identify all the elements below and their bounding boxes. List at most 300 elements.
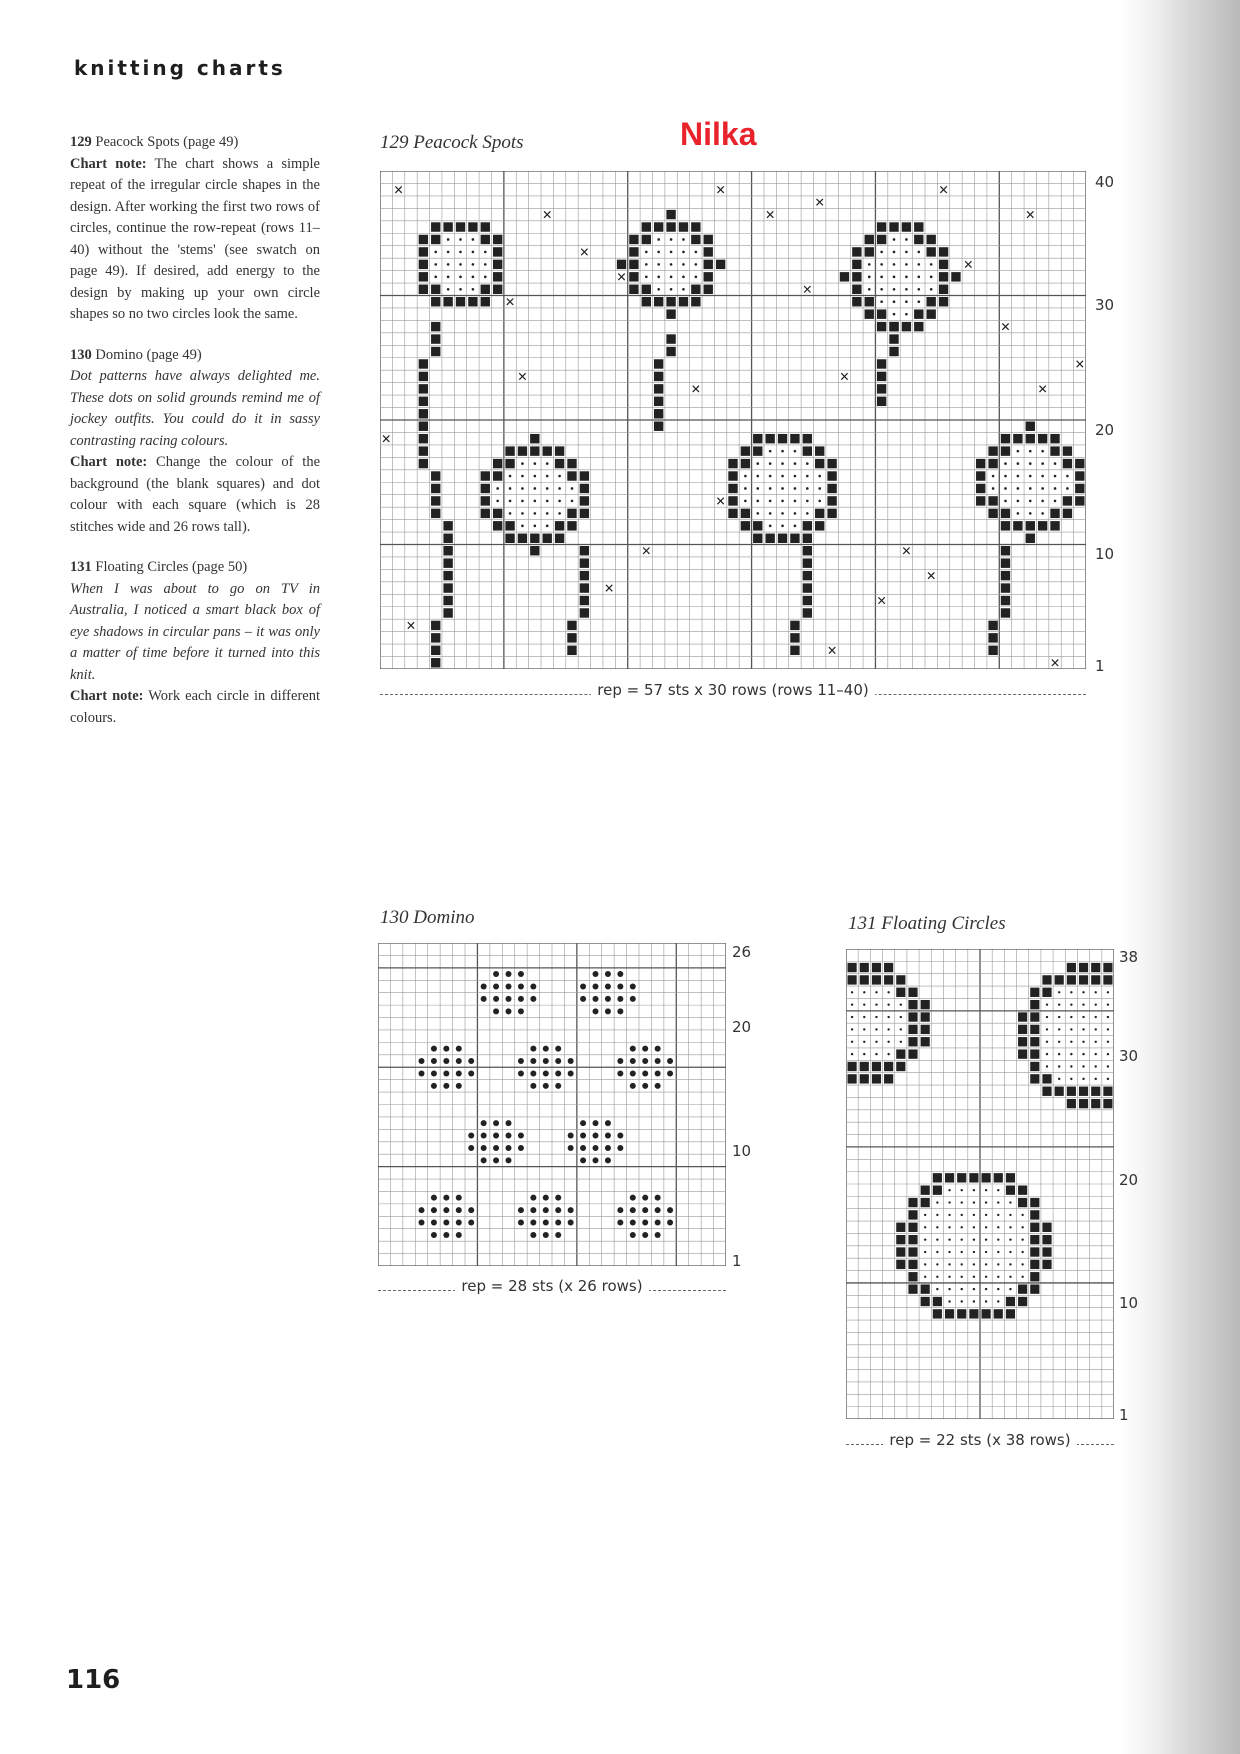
stitch-square	[728, 484, 737, 493]
stitch-dot	[657, 276, 660, 279]
stitch-square	[945, 1173, 954, 1182]
stitch-dot	[443, 1083, 449, 1089]
stitch-square	[1001, 509, 1010, 518]
stitch-square	[555, 521, 564, 530]
stitch-dot	[769, 462, 772, 465]
stitch-square	[1042, 1087, 1051, 1096]
stitch-dot	[1021, 1238, 1023, 1240]
stitch-dot	[472, 251, 475, 254]
stitch-square	[431, 484, 440, 493]
stitch-dot	[605, 1157, 611, 1163]
note-intro: Dot patterns have always delighted me. These dots on solid grounds remind me of jockey outfits. You could do it in sassy contrasting racing colours.	[70, 368, 320, 449]
stitch-cross	[717, 186, 723, 192]
stitch-square	[889, 222, 898, 231]
stitch-square	[790, 534, 799, 543]
stitch-square	[1001, 558, 1010, 567]
stitch-square	[443, 571, 452, 580]
stitch-square	[969, 1173, 978, 1182]
stitch-dot	[997, 1201, 999, 1203]
stitch-dot	[568, 1145, 574, 1151]
stitch-square	[926, 247, 935, 256]
stitch-square	[889, 334, 898, 343]
stitch-dot	[851, 1016, 853, 1018]
stitch-dot	[645, 276, 648, 279]
stitch-dot	[580, 1157, 586, 1163]
stitch-square	[1075, 459, 1084, 468]
stitch-dot	[443, 1207, 449, 1213]
stitch-dot	[863, 1003, 865, 1005]
stitch-dot	[985, 1300, 987, 1302]
stitch-dot	[443, 1220, 449, 1226]
stitch-square	[1038, 521, 1047, 530]
stitch-square	[908, 1037, 917, 1046]
stitch-dot	[571, 500, 574, 503]
stitch-square	[852, 272, 861, 281]
stitch-square	[419, 247, 428, 256]
stitch-square	[1030, 988, 1039, 997]
stitch-square	[908, 1049, 917, 1058]
stitch-square	[1030, 1000, 1039, 1009]
stitch-square	[728, 471, 737, 480]
stitch-square	[1042, 1235, 1051, 1244]
stitch-square	[908, 1284, 917, 1293]
stitch-square	[617, 260, 626, 269]
stitch-dot	[769, 525, 772, 528]
stitch-dot	[493, 1133, 499, 1139]
stitch-dot	[655, 1207, 661, 1213]
stitch-dot	[1095, 1028, 1097, 1030]
note-number: 131	[70, 559, 92, 575]
stitch-dot	[682, 251, 685, 254]
stitch-square	[679, 222, 688, 231]
stitch-square	[666, 222, 675, 231]
stitch-dot	[530, 1058, 536, 1064]
stitch-dot	[546, 462, 549, 465]
stitch-square	[666, 309, 675, 318]
stitch-square	[914, 309, 923, 318]
stitch-square	[580, 596, 589, 605]
stitch-dot	[985, 1276, 987, 1278]
repeat-note-floating	[846, 1424, 1114, 1449]
stitch-dot	[948, 1276, 950, 1278]
stitch-dot	[543, 1232, 549, 1238]
stitch-dot	[948, 1288, 950, 1290]
stitch-square	[456, 222, 465, 231]
stitch-dot	[443, 1058, 449, 1064]
stitch-dot	[806, 475, 809, 478]
stitch-square	[493, 509, 502, 518]
repeat-label: rep = 22 sts (x 38 rows)	[883, 1431, 1076, 1449]
stitch-square	[1091, 975, 1100, 984]
stitch-dot	[1082, 1016, 1084, 1018]
stitch-dot	[630, 1232, 636, 1238]
stitch-dot	[1021, 1276, 1023, 1278]
stitch-dot	[521, 487, 524, 490]
stitch-square	[865, 247, 874, 256]
stitch-square	[1030, 1074, 1039, 1083]
stitch-square	[654, 397, 663, 406]
stitch-square	[896, 975, 905, 984]
row-label: 10	[732, 1142, 752, 1160]
stitch-square	[921, 1037, 930, 1046]
stitch-square	[1018, 1186, 1027, 1195]
stitch-dot	[543, 1195, 549, 1201]
stitch-dot	[973, 1288, 975, 1290]
stitch-square	[988, 459, 997, 468]
stitch-dot	[997, 1276, 999, 1278]
stitch-dot	[880, 276, 883, 279]
stitch-dot	[1070, 1065, 1072, 1067]
stitch-square	[1055, 1087, 1064, 1096]
stitch-dot	[530, 983, 536, 989]
stitch-square	[1006, 1186, 1015, 1195]
stitch-dot	[434, 263, 437, 266]
stitch-square	[1103, 1099, 1112, 1108]
stitch-square	[580, 608, 589, 617]
stitch-square	[1018, 1198, 1027, 1207]
stitch-square	[939, 260, 948, 269]
stitch-dot	[543, 1083, 549, 1089]
stitch-dot	[781, 500, 784, 503]
stitch-dot	[530, 1232, 536, 1238]
stitch-dot	[1017, 462, 1020, 465]
stitch-square	[1050, 509, 1059, 518]
stitch-square	[884, 963, 893, 972]
stitch-square	[908, 1025, 917, 1034]
stitch-square	[741, 521, 750, 530]
stitch-dot	[997, 1251, 999, 1253]
stitch-dot	[961, 1189, 963, 1191]
stitch-dot	[655, 1195, 661, 1201]
stitch-dot	[961, 1226, 963, 1228]
stitch-square	[976, 459, 985, 468]
stitch-dot	[630, 1220, 636, 1226]
stitch-dot	[518, 1058, 524, 1064]
stitch-dot	[756, 475, 759, 478]
stitch-dot	[924, 1263, 926, 1265]
stitch-square	[654, 359, 663, 368]
stitch-dot	[961, 1214, 963, 1216]
stitch-dot	[543, 1220, 549, 1226]
stitch-dot	[893, 251, 896, 254]
stitch-square	[1018, 1025, 1027, 1034]
stitch-square	[803, 521, 812, 530]
stitch-dot	[985, 1251, 987, 1253]
stitch-dot	[1107, 991, 1109, 993]
stitch-square	[1030, 1012, 1039, 1021]
stitch-dot	[543, 1058, 549, 1064]
stitch-dot	[580, 983, 586, 989]
stitch-dot	[917, 276, 920, 279]
stitch-dot	[434, 251, 437, 254]
stitch-square	[1030, 1284, 1039, 1293]
stitch-dot	[1046, 1016, 1048, 1018]
stitch-dot	[472, 276, 475, 279]
stitch-square	[865, 235, 874, 244]
stitch-square	[902, 322, 911, 331]
stitch-square	[1013, 521, 1022, 530]
stitch-square	[1079, 1099, 1088, 1108]
stitch-square	[753, 446, 762, 455]
stitch-square	[1063, 446, 1072, 455]
stitch-dot	[905, 300, 908, 303]
stitch-dot	[506, 1145, 512, 1151]
stitch-dot	[447, 288, 450, 291]
stitch-dot	[617, 996, 623, 1002]
stitch-square	[848, 1074, 857, 1083]
stitch-dot	[555, 1046, 561, 1052]
stitch-square	[431, 222, 440, 231]
stitch-dot	[655, 1058, 661, 1064]
stitch-square	[988, 496, 997, 505]
stitch-dot	[794, 525, 797, 528]
stitch-square	[1030, 1025, 1039, 1034]
stitch-dot	[657, 251, 660, 254]
row-label: 1	[1119, 1406, 1129, 1424]
stitch-dot	[419, 1070, 425, 1076]
stitch-dot	[530, 1083, 536, 1089]
stitch-dot	[655, 1070, 661, 1076]
stitch-dot	[985, 1288, 987, 1290]
stitch-square	[988, 621, 997, 630]
stitch-dot	[443, 1195, 449, 1201]
stitch-cross	[804, 286, 810, 292]
stitch-dot	[863, 1053, 865, 1055]
stitch-dot	[1107, 1065, 1109, 1067]
stitch-dot	[443, 1070, 449, 1076]
stitch-dot	[997, 1263, 999, 1265]
stitch-square	[815, 521, 824, 530]
stitch-square	[567, 509, 576, 518]
stitch-dot	[496, 500, 499, 503]
stitch-square	[860, 975, 869, 984]
stitch-square	[716, 260, 725, 269]
stitch-square	[580, 546, 589, 555]
stitch-dot	[806, 512, 809, 515]
stitch-dot	[875, 1053, 877, 1055]
stitch-square	[908, 1247, 917, 1256]
stitch-square	[481, 297, 490, 306]
stitch-square	[1006, 1173, 1015, 1182]
stitch-dot	[1095, 1053, 1097, 1055]
stitch-square	[443, 608, 452, 617]
stitch-dot	[555, 1195, 561, 1201]
stitch-dot	[917, 300, 920, 303]
stitch-square	[848, 975, 857, 984]
stitch-dot	[1017, 475, 1020, 478]
stitch-cross	[1077, 361, 1083, 367]
stitch-square	[1050, 434, 1059, 443]
stitch-dot	[1082, 1078, 1084, 1080]
stitch-dot	[961, 1251, 963, 1253]
stitch-dot	[605, 983, 611, 989]
stitch-square	[982, 1173, 991, 1182]
stitch-square	[419, 285, 428, 294]
stitch-dot	[875, 1016, 877, 1018]
stitch-square	[567, 521, 576, 530]
stitch-dot	[642, 1058, 648, 1064]
stitch-square	[741, 509, 750, 518]
stitch-dot	[1095, 1016, 1097, 1018]
stitch-square	[1030, 1223, 1039, 1232]
stitch-dot	[1095, 1041, 1097, 1043]
stitch-square	[530, 434, 539, 443]
stitch-dot	[605, 971, 611, 977]
stitch-cross	[717, 498, 723, 504]
stitch-dot	[973, 1276, 975, 1278]
stitch-square	[840, 272, 849, 281]
stitch-square	[1006, 1297, 1015, 1306]
stitch-dot	[1070, 1053, 1072, 1055]
stitch-dot	[456, 1220, 462, 1226]
stitch-dot	[617, 1070, 623, 1076]
stitch-dot	[593, 1145, 599, 1151]
stitch-square	[872, 1074, 881, 1083]
stitch-dot	[769, 487, 772, 490]
row-label: 1	[732, 1252, 742, 1270]
stitch-dot	[1009, 1251, 1011, 1253]
note-number: 129	[70, 134, 92, 150]
stitch-square	[431, 347, 440, 356]
stitch-square	[443, 222, 452, 231]
stitch-dot	[530, 996, 536, 1002]
stitch-dot	[605, 996, 611, 1002]
stitch-square	[654, 422, 663, 431]
stitch-square	[493, 235, 502, 244]
stitch-dot	[1082, 1003, 1084, 1005]
stitch-square	[1001, 521, 1010, 530]
stitch-cross	[507, 299, 513, 305]
stitch-square	[654, 384, 663, 393]
stitch-square	[666, 347, 675, 356]
stitch-dot	[682, 238, 685, 241]
stitch-dot	[997, 1300, 999, 1302]
stitch-dot	[744, 475, 747, 478]
stitch-square	[1001, 596, 1010, 605]
stitch-square	[1042, 1074, 1051, 1083]
stitch-square	[921, 1025, 930, 1034]
stitch-dot	[456, 1083, 462, 1089]
stitch-dot	[558, 475, 561, 478]
stitch-cross	[395, 186, 401, 192]
stitch-square	[642, 285, 651, 294]
stitch-dot	[992, 475, 995, 478]
stitch-dot	[593, 1157, 599, 1163]
stitch-square	[1063, 496, 1072, 505]
note-title: Floating Circles (page 50)	[91, 559, 248, 575]
stitch-square	[530, 446, 539, 455]
stitch-dot	[961, 1238, 963, 1240]
stitch-dot	[1107, 1016, 1109, 1018]
stitch-square	[1001, 583, 1010, 592]
stitch-square	[1091, 963, 1100, 972]
stitch-square	[827, 459, 836, 468]
stitch-dot	[642, 1207, 648, 1213]
stitch-dot	[905, 276, 908, 279]
stitch-dot	[1021, 1251, 1023, 1253]
stitch-square	[505, 446, 514, 455]
stitch-dot	[863, 1028, 865, 1030]
stitch-dot	[468, 1220, 474, 1226]
stitch-square	[443, 534, 452, 543]
stitch-square	[803, 446, 812, 455]
stitch-dot	[534, 487, 537, 490]
stitch-square	[1018, 1049, 1027, 1058]
stitch-cross	[940, 186, 946, 192]
stitch-dot	[1082, 1065, 1084, 1067]
stitch-square	[431, 471, 440, 480]
stitch-dot	[493, 1157, 499, 1163]
stitch-dot	[506, 983, 512, 989]
stitch-dot	[682, 276, 685, 279]
stitch-dot	[521, 462, 524, 465]
stitch-dot	[555, 1083, 561, 1089]
domino-grid	[378, 943, 726, 1266]
stitch-square	[1018, 1037, 1027, 1046]
stitch-dot	[1058, 1028, 1060, 1030]
stitch-cross	[643, 548, 649, 554]
stitch-square	[945, 1309, 954, 1318]
stitch-square	[493, 272, 502, 281]
stitch-dot	[893, 263, 896, 266]
stitch-dot	[580, 1120, 586, 1126]
stitch-dot	[851, 1003, 853, 1005]
stitch-dot	[496, 487, 499, 490]
stitch-square	[939, 272, 948, 281]
stitch-dot	[518, 1207, 524, 1213]
stitch-square	[914, 222, 923, 231]
stitch-square	[790, 434, 799, 443]
stitch-square	[1042, 975, 1051, 984]
stitch-dot	[875, 1003, 877, 1005]
stitch-square	[860, 963, 869, 972]
stitch-square	[1026, 434, 1035, 443]
stitch-dot	[1029, 512, 1032, 515]
chart-notes-column	[70, 132, 320, 748]
stitch-dot	[655, 1220, 661, 1226]
stitch-dot	[493, 971, 499, 977]
stitch-square	[567, 471, 576, 480]
stitch-square	[827, 484, 836, 493]
stitch-dot	[530, 1195, 536, 1201]
stitch-dot	[568, 1207, 574, 1213]
stitch-dot	[985, 1189, 987, 1191]
stitch-square	[803, 571, 812, 580]
stitch-dot	[924, 1238, 926, 1240]
stitch-dot	[568, 1133, 574, 1139]
stitch-square	[753, 521, 762, 530]
stitch-square	[1055, 975, 1064, 984]
stitch-dot	[1029, 487, 1032, 490]
stitch-dot	[756, 462, 759, 465]
stitch-dot	[484, 251, 487, 254]
stitch-square	[872, 963, 881, 972]
note-text: The chart shows a simple repeat of the irregular circle shapes in the design. After working the first two rows of circles, continue the row-repeat (rows 11–40) without the 'stems' (see swatch on page 49). If desired, add energy to the design by making up your own circle shapes so no two circles look the same.	[70, 155, 320, 322]
stitch-square	[753, 534, 762, 543]
stitch-dot	[645, 263, 648, 266]
stitch-dot	[794, 462, 797, 465]
stitch-dot	[936, 1276, 938, 1278]
stitch-square	[852, 297, 861, 306]
stitch-dot	[456, 1070, 462, 1076]
stitch-square	[1063, 509, 1072, 518]
stitch-dot	[493, 983, 499, 989]
stitch-dot	[863, 991, 865, 993]
stitch-square	[1030, 1260, 1039, 1269]
note-text: Work each circle in different colours.	[70, 688, 320, 726]
stitch-square	[988, 509, 997, 518]
stitch-square	[1026, 534, 1035, 543]
